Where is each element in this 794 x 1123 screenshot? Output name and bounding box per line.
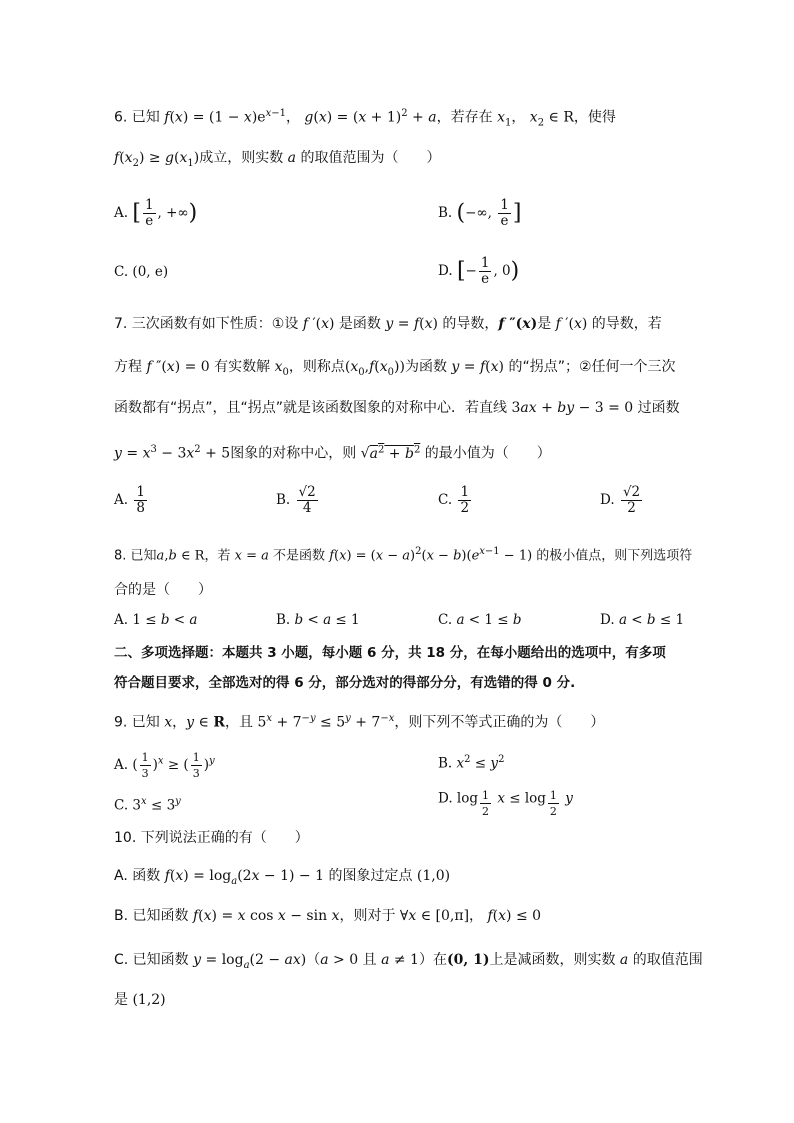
q6-line2: $f(x_2) \ge g(x_1)$成立，则实数 a 的取值范围为（ ）	[114, 150, 441, 169]
q8-option-a: A. 1 ≤ b < a	[114, 612, 198, 628]
q10-option-c-line1: C. 已知函数 $y = \log_a(2 - ax)(a > 0$ 且 a ≠ 1）在(0, 1)上是减函数，则实数 a 的取值范围	[114, 952, 703, 971]
q7-line2: 方程 f ″(x) = 0 有实数解 $x_0$，则称点$(x_0,f(x_0))$为函数 y = f(x) 的“拐点”；②任何一个三次	[114, 359, 676, 378]
q10-option-c-line2: 是 (1,2)	[114, 992, 166, 1008]
q9-line1: 9. 已知 x，y ∈ R，且 $5^x + 7^{-y} \le 5^y + 7^{-x}$，则下列不等式正确的为（ ）	[114, 713, 605, 731]
q10-option-a: A. 函数 $f(x) = \log_a(2x - 1) - 1$ 的图象过定点 (1,0)	[114, 868, 451, 887]
q7-option-c: C. $\frac{1}{2}$	[438, 484, 470, 516]
section2-line2: 符合题目要求，全部选对的得 6 分，部分选对的得部分分，有选错的得 0 分.	[114, 675, 576, 691]
q10-line1: 10. 下列说法正确的有（ ）	[114, 830, 309, 846]
q9-option-c: C. $3^x \le 3^y$	[114, 796, 181, 814]
q6-line1: 6. 已知 $f(x) = (1 - x)e^{x-1}$， $g(x) = (x + 1)^2 + a$，若存在 $x_1$， $x_2$ ∈ R，使得	[114, 108, 616, 129]
q6-option-a: A. [ $\frac{1}{e}$ , +∞)	[114, 197, 198, 229]
q7-option-a: A. $\frac{1}{8}$	[114, 484, 145, 516]
q7-line1: 7. 三次函数有如下性质：①设 f ′(x) 是函数 y = f(x) 的导数，f ″(x)是 f ′(x) 的导数，若	[114, 316, 662, 332]
q9-option-b: B. $x^2 \le y^2$	[438, 754, 505, 772]
q6-option-d: D. [− $\frac{1}{e}$ , 0)	[438, 255, 520, 287]
q9-option-d: D. log $_{\frac{1}{2}}$ x ≤ log $_{\frac{1}{2}}$ y	[438, 789, 573, 818]
q7-option-d: D. $\frac{√2}{2}$	[600, 484, 641, 516]
q7-line3: 函数都有“拐点”，且“拐点”就是该函数图象的对称中心．若直线 3ax + by − 3 = 0 过函数	[114, 400, 680, 416]
q8-line2: 合的是（ ）	[114, 582, 212, 598]
q9-option-a: A. ( $\frac{1}{3}$ )$^x$ ≥ ( $\frac{1}{3}$ )$^y$	[114, 751, 215, 780]
q8-option-b: B. b < a ≤ 1	[276, 612, 360, 628]
q8-option-c: C. a < 1 ≤ b	[438, 612, 522, 628]
section2-line1: 二、多项选择题：本题共 3 小题，每小题 6 分，共 18 分，在每小题给出的选项中，有多项	[114, 645, 666, 661]
q6-option-c: C. (0, e)	[114, 264, 169, 280]
q8-line1: 8. 已知a,b ∈ R，若 x = a 不是函数 $f(x) = (x - a)^2(x - b)(e^{x-1} - 1)$ 的极小值点，则下列选项符	[114, 546, 693, 564]
q7-line4: $y = x^3 - 3x^2 + 5$图象的对称中心，则 $√a^2 + b^2$ 的最小值为（ ）	[114, 444, 551, 462]
q6-option-b: B. (−∞, $\frac{1}{e}$ ]	[438, 197, 522, 229]
q10-option-b: B. 已知函数 f(x) = x cos x − sin x，则对于 ∀x ∈ [0,π]， f(x) ≤ 0	[114, 908, 542, 924]
q8-option-d: D. a < b ≤ 1	[600, 612, 685, 628]
q7-option-b: B. $\frac{√2}{4}$	[276, 484, 316, 516]
